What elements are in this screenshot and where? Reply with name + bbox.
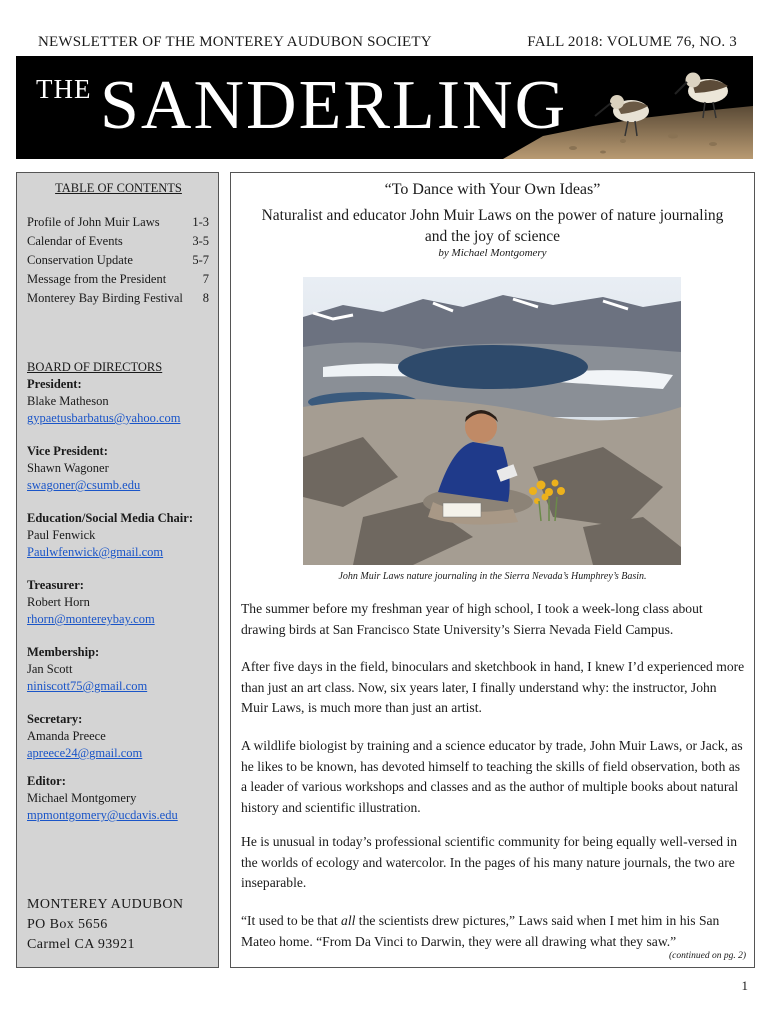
board-title: BOARD OF DIRECTORS <box>27 360 163 374</box>
board-name: Robert Horn <box>27 595 90 609</box>
board-role: Editor: <box>27 774 66 788</box>
board-name: Paul Fenwick <box>27 528 96 542</box>
sidebar <box>16 172 219 968</box>
board-name: Jan Scott <box>27 662 73 676</box>
toc-item-label: Profile of John Muir Laws <box>27 215 160 229</box>
board-email-link[interactable]: rhorn@montereybay.com <box>27 612 155 626</box>
quote-text-start: “It used to be that <box>241 913 342 928</box>
sanderling-birds-illustration <box>503 56 753 159</box>
board-member-vice-president <box>27 443 140 494</box>
board-email-link[interactable]: mpmontgomery@ucdavis.edu <box>27 808 178 822</box>
article-paragraph: He is unusual in today’s professional scientific community for being equally well-versed in the worlds of ecology and watercolor. In the pages of his many nature journals, the two are inseparable. <box>241 834 738 890</box>
toc-item[interactable] <box>27 272 209 287</box>
board-role: President: <box>27 377 82 391</box>
toc-title: TABLE OF CONTENTS <box>55 181 182 195</box>
page-number: 1 <box>741 978 748 993</box>
quote-emphasis: all <box>341 913 356 928</box>
board-email-link[interactable]: swagoner@csumb.edu <box>27 478 141 492</box>
board-role: Secretary: <box>27 712 83 726</box>
toc-item-label: Conservation Update <box>27 253 133 267</box>
article-headline: “To Dance with Your Own Ideas” <box>384 181 601 198</box>
naturalist-sketching-on-mountain-photo <box>303 277 681 565</box>
toc-item-page: 3-5 <box>192 234 209 248</box>
toc-item-label: Message from the President <box>27 272 167 286</box>
toc-item-page: 1-3 <box>192 215 209 229</box>
board-member-secretary <box>27 711 142 762</box>
board-name: Michael Montgomery <box>27 791 137 805</box>
toc-item-page: 8 <box>202 291 209 305</box>
board-role: Membership: <box>27 645 100 659</box>
quote-text-end: the scientists drew pictures,” Laws said when I met him in his San Mateo home. “From Da Vinci to Darwin, they were all drawing what they saw.” <box>241 913 720 949</box>
board-role: Treasurer: <box>27 578 84 592</box>
newsletter-name: NEWSLETTER OF THE MONTEREY AUDUBON SOCIETY <box>38 34 432 50</box>
article-byline: by Michael Montgomery <box>438 247 547 259</box>
board-email-link[interactable]: gypaetusbarbatus@yahoo.com <box>27 411 181 425</box>
board-email-link[interactable]: niniscott75@gmail.com <box>27 679 148 693</box>
article-paragraph: The summer before my freshman year of high school, I took a week-long class about drawing birds at San Francisco State University’s Sierra Nevada Field Campus. <box>241 601 703 637</box>
board-role: Education/Social Media Chair: <box>27 511 193 525</box>
masthead-the: THE <box>36 74 92 104</box>
board-name: Blake Matheson <box>27 394 109 408</box>
toc-item-page: 5-7 <box>192 253 209 267</box>
article-paragraph: After five days in the field, binoculars and sketchbook in hand, I knew I’d experienced more than just an art class. Now, six years later, I finally understand why: the instructor, John Muir Laws, is much more than just an artist. <box>241 659 745 715</box>
board-email-link[interactable]: apreece24@gmail.com <box>27 746 143 760</box>
address-line: PO Box 5656 <box>27 917 108 932</box>
photo-caption: John Muir Laws nature journaling in the Sierra Nevada’s Humphrey’s Basin. <box>338 571 647 582</box>
board-role: Vice President: <box>27 444 108 458</box>
toc-item[interactable] <box>27 215 209 230</box>
address-line: MONTEREY AUDUBON <box>27 897 184 912</box>
issue-info: FALL 2018: VOLUME 76, NO. 3 <box>527 34 737 50</box>
continued-note[interactable]: (continued on pg. 2) <box>668 951 746 961</box>
feature-article <box>230 172 755 968</box>
newsletter-header <box>20 30 755 54</box>
mailing-address <box>27 895 183 955</box>
article-quote-paragraph <box>241 911 746 952</box>
masthead <box>16 56 753 159</box>
board-member-membership <box>27 644 147 695</box>
toc-item-label: Monterey Bay Birding Festival <box>27 291 183 305</box>
article-dek: Naturalist and educator John Muir Laws on the power of nature journaling and the joy of science <box>261 207 724 245</box>
toc-item[interactable] <box>27 291 209 306</box>
board-member-education-chair <box>27 510 193 561</box>
article-paragraph: A wildlife biologist by training and a science educator by trade, John Muir Laws, or Jack, as he likes to be known, has devoted himself to teaching the skills of field observation, both as a leader of various workshops and classes and as the author of multiple books about natural history and scientific illustration. <box>241 738 743 815</box>
toc-item[interactable] <box>27 253 209 268</box>
board-member-president <box>27 376 181 427</box>
board-name: Amanda Preece <box>27 729 106 743</box>
masthead-title: SANDERLING <box>100 67 568 144</box>
toc-item-page: 7 <box>202 272 209 286</box>
toc-item-label: Calendar of Events <box>27 234 123 248</box>
board-member-editor <box>27 773 178 824</box>
board-name: Shawn Wagoner <box>27 461 109 475</box>
board-email-link[interactable]: Paulwfenwick@gmail.com <box>27 545 164 559</box>
board-member-treasurer <box>27 577 155 628</box>
toc-item[interactable] <box>27 234 209 249</box>
address-line: Carmel CA 93921 <box>27 937 135 952</box>
